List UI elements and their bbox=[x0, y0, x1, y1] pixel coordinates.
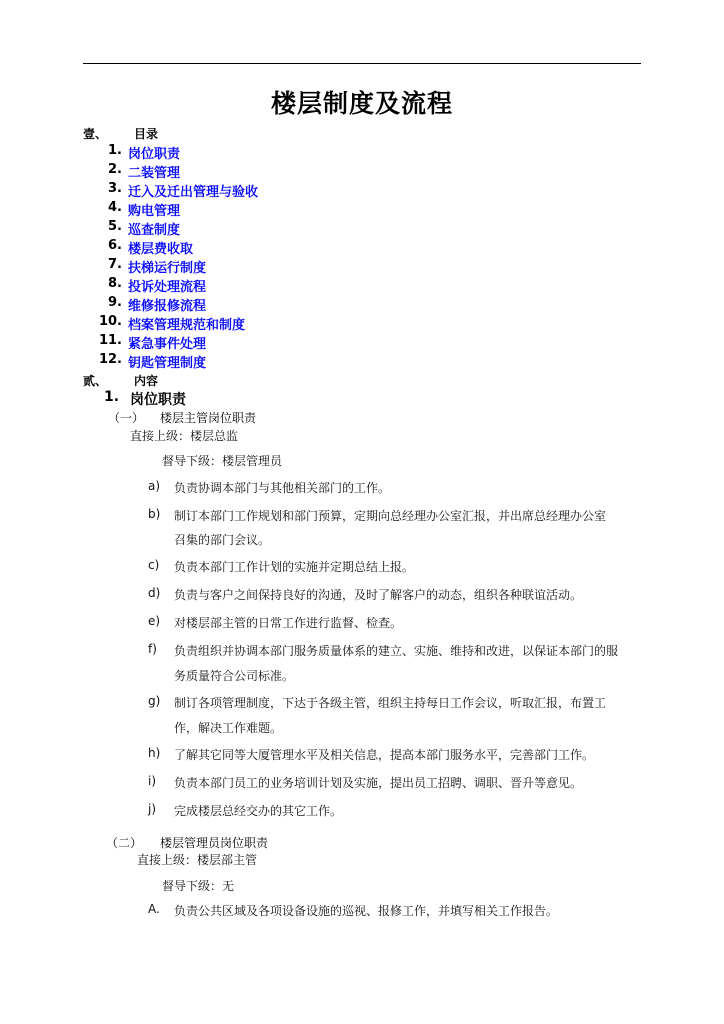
list-item-continuation: 召集的部门会议。 bbox=[174, 533, 271, 547]
list-item: 负责协调本部门与其他相关部门的工作。 bbox=[174, 481, 391, 495]
list-marker: b) bbox=[148, 507, 161, 521]
toc-link-2[interactable]: 二装管理 bbox=[128, 166, 181, 181]
part-2-marker: （二） bbox=[106, 836, 143, 850]
toc-link-4[interactable]: 购电管理 bbox=[128, 204, 181, 219]
toc-link-8[interactable]: 投诉处理流程 bbox=[128, 280, 207, 295]
page-title: 楼层制度及流程 bbox=[270, 89, 453, 118]
part-2-title: 楼层管理员岗位职责 bbox=[160, 836, 269, 850]
list-marker: i) bbox=[148, 774, 157, 788]
toc-number: 1. bbox=[108, 143, 122, 158]
toc-link-9[interactable]: 维修报修流程 bbox=[128, 299, 207, 314]
toc-link-7[interactable]: 扶梯运行制度 bbox=[128, 261, 207, 276]
list-marker: j) bbox=[148, 802, 157, 816]
list-marker: g) bbox=[148, 694, 161, 708]
list-marker: A. bbox=[148, 902, 160, 916]
toc-link-5[interactable]: 巡查制度 bbox=[128, 223, 181, 238]
supervised-subordinate: 督导下级：无 bbox=[162, 879, 235, 893]
toc-number: 4. bbox=[108, 200, 122, 215]
list-marker: e) bbox=[148, 614, 161, 628]
heading-number: 1. bbox=[104, 389, 120, 405]
list-item: 对楼层部主管的日常工作进行监督、检查。 bbox=[174, 616, 403, 630]
toc-link-3[interactable]: 迁入及迁出管理与验收 bbox=[128, 185, 259, 200]
toc-link-6[interactable]: 楼层费收取 bbox=[128, 242, 194, 257]
toc-number: 2. bbox=[108, 162, 122, 177]
list-marker: h) bbox=[148, 746, 161, 760]
toc-number: 7. bbox=[108, 257, 122, 272]
list-item: 负责与客户之间保持良好的沟通，及时了解客户的动态，组织各种联谊活动。 bbox=[174, 588, 583, 602]
toc-number: 11. bbox=[98, 333, 122, 348]
list-marker: c) bbox=[148, 558, 160, 572]
section-1-marker: 壹、 bbox=[83, 127, 108, 141]
toc-link-10[interactable]: 档案管理规范和制度 bbox=[128, 318, 246, 333]
toc-number: 8. bbox=[108, 276, 122, 291]
toc-link-11[interactable]: 紧急事件处理 bbox=[128, 337, 207, 352]
section-2-marker: 贰、 bbox=[83, 374, 108, 388]
section-2-label: 内容 bbox=[134, 374, 159, 388]
list-item-continuation: 务质量符合公司标准。 bbox=[174, 669, 295, 683]
toc-link-12[interactable]: 钥匙管理制度 bbox=[128, 356, 207, 371]
list-marker: f) bbox=[148, 642, 157, 656]
list-item: 完成楼层总经交办的其它工作。 bbox=[174, 804, 343, 818]
part-1-title: 楼层主管岗位职责 bbox=[160, 411, 257, 425]
toc-number: 3. bbox=[108, 181, 122, 196]
list-item: 了解其它同等大厦管理水平及相关信息，提高本部门服务水平，完善部门工作。 bbox=[174, 748, 595, 762]
toc-number: 9. bbox=[108, 295, 122, 310]
toc-number: 10. bbox=[98, 314, 122, 329]
list-item: 制订各项管理制度，下达于各级主管，组织主持每日工作会议，听取汇报，布置工 bbox=[174, 696, 607, 710]
list-item: 负责组织并协调本部门服务质量体系的建立、实施、维持和改进，以保证本部门的服 bbox=[174, 644, 619, 658]
list-item: 负责本部门工作计划的实施并定期总结上报。 bbox=[174, 560, 415, 574]
toc-number: 12. bbox=[98, 352, 122, 367]
section-1-label: 目录 bbox=[134, 127, 159, 141]
heading-label: 岗位职责 bbox=[130, 392, 186, 408]
toc-link-1[interactable]: 岗位职责 bbox=[128, 147, 181, 162]
list-marker: a) bbox=[148, 479, 161, 493]
header-rule bbox=[83, 63, 641, 64]
list-marker: d) bbox=[148, 586, 161, 600]
part-1-marker: （一） bbox=[108, 411, 145, 425]
list-item: 负责公共区域及各项设备设施的巡视、报修工作，并填写相关工作报告。 bbox=[174, 904, 559, 918]
list-item-continuation: 作，解决工作难题。 bbox=[174, 721, 283, 735]
direct-superior: 直接上级：楼层总监 bbox=[130, 429, 239, 443]
toc-number: 6. bbox=[108, 238, 122, 253]
direct-superior: 直接上级：楼层部主管 bbox=[137, 853, 258, 867]
supervised-subordinate: 督导下级：楼层管理员 bbox=[162, 454, 283, 468]
list-item: 负责本部门员工的业务培训计划及实施，提出员工招聘、调职、晋升等意见。 bbox=[174, 776, 583, 790]
toc-number: 5. bbox=[108, 219, 122, 234]
list-item: 制订本部门工作规划和部门预算，定期向总经理办公室汇报，并出席总经理办公室 bbox=[174, 509, 607, 523]
